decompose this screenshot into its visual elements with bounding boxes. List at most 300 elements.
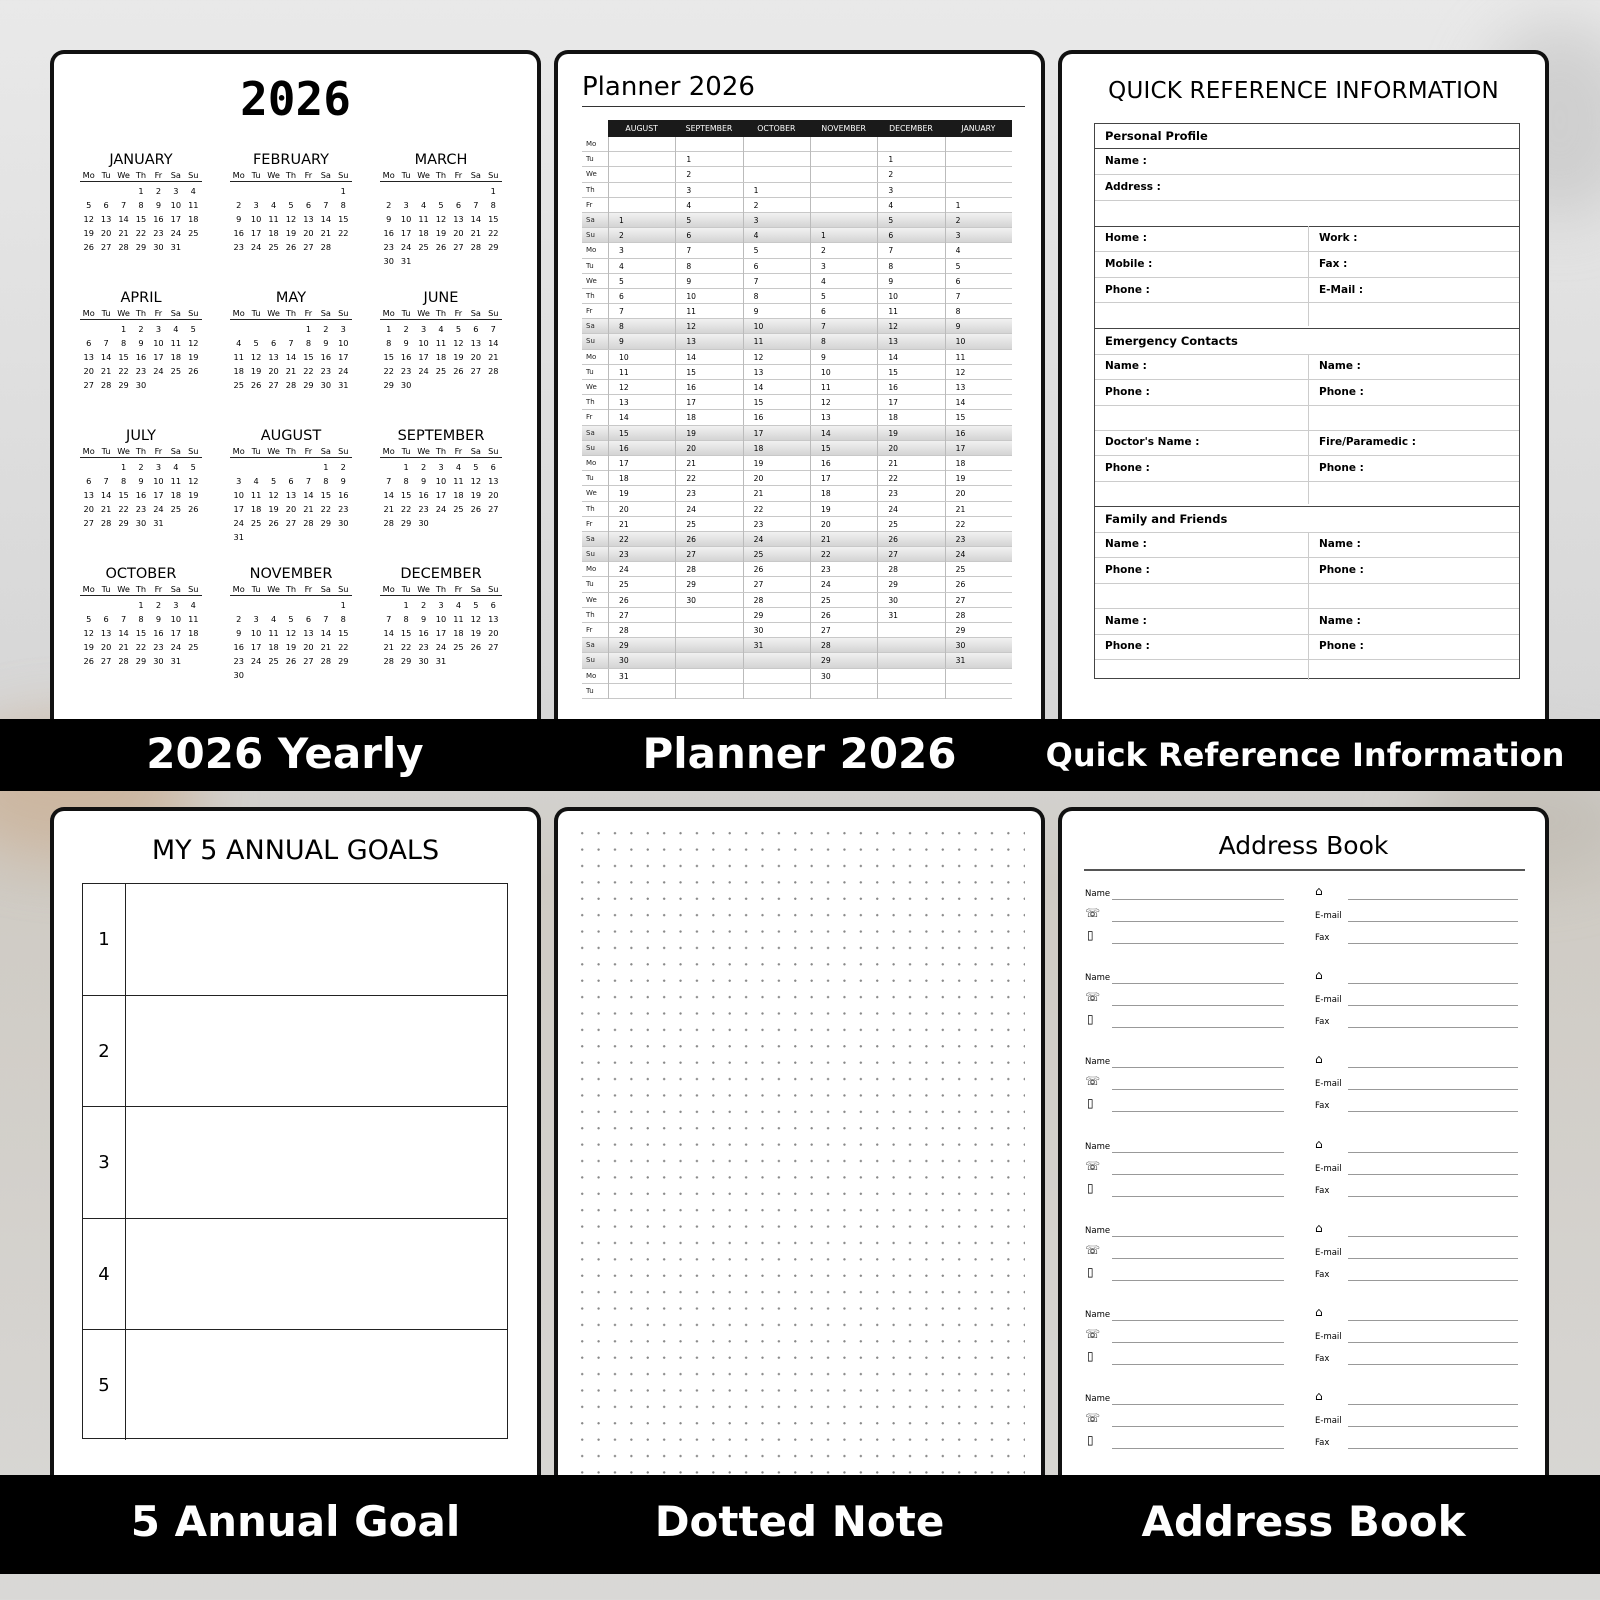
name-label: Name : — [1105, 615, 1147, 627]
fax-label: Fax : — [1319, 258, 1348, 270]
planner-day-label: Mo — [586, 458, 597, 467]
weekday-header — [230, 583, 352, 596]
day-number: 5 — [288, 614, 294, 624]
address-entry — [1082, 1136, 1518, 1220]
planner-row — [582, 441, 1012, 456]
day-number: 1 — [138, 600, 144, 610]
address-book-page — [1058, 807, 1549, 1475]
day-number: 2 — [420, 600, 427, 610]
day-number: 10 — [435, 476, 447, 486]
planner-day-cell — [608, 684, 675, 699]
email-line — [1348, 1258, 1518, 1259]
day-number: 10 — [250, 214, 262, 224]
planner-day-cell — [608, 198, 675, 213]
day-number: 20 — [83, 504, 94, 514]
goal-number: 4 — [83, 1219, 126, 1329]
goal-number: 2 — [83, 996, 126, 1106]
divider — [1095, 430, 1519, 431]
day-number: 22 — [400, 642, 412, 652]
planner-day-cell: 24 — [608, 562, 675, 577]
email-label: E-mail — [1315, 1332, 1342, 1342]
address-line — [1348, 983, 1518, 984]
fax-label: Fax — [1315, 1354, 1330, 1364]
day-number: 30 — [418, 518, 429, 528]
planner-day-cell: 14 — [877, 350, 944, 365]
day-number: 1 — [120, 324, 127, 334]
weekday-label: Th — [135, 584, 147, 594]
day-number: 1 — [403, 600, 409, 610]
planner-day-cell: 17 — [675, 395, 742, 410]
day-number: 2 — [403, 324, 409, 334]
bottom-label-band — [0, 1475, 1600, 1574]
doctor-label: Doctor's Name : — [1105, 436, 1200, 448]
day-cell-empty — [265, 184, 282, 198]
day-number: 10 — [418, 338, 429, 348]
day-number: 25 — [170, 366, 182, 376]
day-number: 22 — [135, 228, 147, 238]
weekday-label: Sa — [320, 170, 331, 180]
address-entry — [1082, 1051, 1518, 1135]
planner-day-cell: 1 — [675, 152, 742, 167]
day-number: 17 — [170, 214, 182, 224]
weekday-header — [230, 445, 352, 458]
weekday-label: Tu — [251, 308, 261, 318]
weekday-label: Th — [435, 446, 447, 456]
planner-day-cell: 8 — [945, 304, 1012, 319]
planner-day-cell: 31 — [608, 669, 675, 684]
day-number: 10 — [153, 476, 164, 486]
planner-day-cell: 26 — [810, 608, 877, 623]
day-number: 3 — [173, 186, 179, 196]
name-label: Name — [1085, 1057, 1111, 1068]
day-number: 18 — [453, 628, 464, 638]
planner-day-cell: 25 — [743, 547, 810, 562]
day-number: 28 — [285, 380, 297, 390]
planner-day-cell — [810, 213, 877, 228]
day-number: 31 — [170, 242, 182, 252]
weekday-label: Mo — [82, 584, 95, 594]
day-number: 9 — [386, 214, 392, 224]
weekday-label: Sa — [470, 170, 481, 180]
day-number: 4 — [190, 186, 196, 196]
divider — [1095, 251, 1519, 252]
divider — [1095, 200, 1519, 201]
day-number: 28 — [383, 518, 394, 528]
day-number: 22 — [320, 504, 332, 514]
day-number: 4 — [438, 324, 444, 334]
planner-row — [582, 410, 1012, 425]
day-number: 9 — [323, 338, 329, 348]
day-number: 19 — [83, 228, 94, 238]
weekday-header — [230, 307, 352, 320]
day-number: 21 — [383, 504, 394, 514]
day-number: 24 — [250, 656, 262, 666]
divider — [1095, 174, 1519, 175]
planner-day-cell: 15 — [945, 410, 1012, 425]
day-number: 13 — [488, 476, 499, 486]
mobile-line — [1112, 1111, 1284, 1112]
day-cell-empty — [380, 460, 397, 474]
planner-row — [582, 350, 1012, 365]
email-label: E-mail — [1315, 1416, 1342, 1427]
divider — [1095, 557, 1519, 558]
phone-line — [1112, 1005, 1284, 1006]
day-number: 16 — [233, 642, 244, 652]
day-number: 5 — [253, 338, 259, 348]
planner-row — [582, 274, 1012, 289]
day-number: 2 — [420, 462, 427, 472]
planner-day-cell: 24 — [877, 502, 944, 517]
planner-day-cell — [675, 684, 742, 699]
planner-day-cell: 20 — [608, 502, 675, 517]
day-number: 26 — [453, 366, 464, 376]
weekday-label: Su — [338, 584, 349, 594]
name-line — [1112, 1152, 1284, 1153]
fax-label: Fax — [1315, 1101, 1330, 1112]
day-grid — [230, 184, 352, 254]
weekday-label: Tu — [251, 170, 261, 180]
planner-day-cell: 16 — [810, 456, 877, 471]
month-calendar — [80, 290, 202, 412]
planner-day-cell — [877, 638, 944, 653]
planner-day-cell: 9 — [810, 350, 877, 365]
month-calendar — [230, 152, 352, 274]
day-number: 26 — [188, 366, 199, 376]
planner-day-cell: 16 — [675, 380, 742, 395]
weekday-label: We — [267, 446, 280, 456]
day-number: 12 — [250, 352, 262, 362]
planner-day-label: Mo — [586, 246, 597, 255]
planner-day-cell: 5 — [608, 274, 675, 289]
address-entry — [1082, 1304, 1518, 1388]
planner-day-cell: 8 — [608, 319, 675, 334]
planner-day-cell: 29 — [608, 638, 675, 653]
name-label: Name : — [1319, 360, 1361, 372]
planner-row — [582, 334, 1012, 349]
weekday-label: Th — [135, 170, 147, 180]
weekday-label: We — [267, 584, 280, 594]
day-number: 24 — [153, 366, 164, 376]
divider — [1095, 302, 1519, 303]
divider — [1095, 405, 1519, 406]
day-number: 29 — [118, 380, 129, 390]
planner-day-cell: 19 — [877, 426, 944, 441]
day-number: 27 — [100, 242, 112, 252]
day-number: 11 — [453, 614, 464, 624]
planner-row — [582, 289, 1012, 304]
day-cell-empty — [265, 322, 282, 336]
planner-day-cell: 27 — [810, 623, 877, 638]
day-number: 21 — [488, 352, 499, 362]
day-number: 5 — [473, 600, 479, 610]
day-number: 27 — [303, 242, 314, 252]
weekday-label: Th — [435, 308, 447, 318]
weekday-label: We — [417, 170, 430, 180]
day-number: 9 — [420, 476, 427, 486]
day-number: 28 — [100, 518, 112, 528]
planner-day-cell: 20 — [675, 441, 742, 456]
day-number: 26 — [285, 242, 297, 252]
planner-day-cell — [810, 684, 877, 699]
planner-day-cell — [810, 198, 877, 213]
planner-day-cell: 10 — [608, 350, 675, 365]
day-number: 5 — [473, 462, 479, 472]
planner-day-cell: 18 — [810, 486, 877, 501]
day-number: 25 — [170, 504, 182, 514]
day-cell-empty — [80, 460, 97, 474]
day-number: 6 — [455, 200, 462, 210]
weekday-label: Th — [435, 584, 447, 594]
planner-day-cell — [608, 152, 675, 167]
day-number: 19 — [470, 628, 482, 638]
email-label: E-mail — [1315, 911, 1342, 921]
day-number: 1 — [323, 462, 329, 472]
day-number: 6 — [305, 200, 312, 210]
day-number: 14 — [118, 628, 129, 638]
planner-day-label: Sa — [586, 428, 595, 437]
day-number: 3 — [253, 614, 259, 624]
day-number: 14 — [100, 490, 112, 500]
day-number: 19 — [285, 228, 297, 238]
planner-day-cell: 7 — [675, 243, 742, 258]
day-number: 3 — [155, 462, 162, 472]
email-label: E-mail — [1315, 995, 1342, 1006]
day-number: 2 — [138, 324, 144, 334]
day-number: 15 — [383, 352, 394, 362]
planner-day-cell: 3 — [675, 183, 742, 198]
day-number: 13 — [470, 338, 482, 348]
planner-row — [582, 380, 1012, 395]
day-number: 24 — [418, 366, 429, 376]
day-number: 1 — [120, 462, 127, 472]
planner-row — [582, 183, 1012, 198]
planner-day-cell: 24 — [743, 532, 810, 547]
planner-day-cell: 16 — [945, 426, 1012, 441]
day-number: 9 — [403, 338, 409, 348]
email-line — [1348, 1426, 1518, 1427]
column-divider — [1308, 226, 1309, 326]
planner-day-cell: 18 — [877, 410, 944, 425]
planner-day-cell — [675, 669, 742, 684]
planner-day-label: We — [586, 170, 597, 179]
telephone-icon: ☏ — [1085, 990, 1101, 1005]
house-icon: ⌂ — [1315, 1220, 1323, 1235]
day-number: 20 — [488, 490, 499, 500]
day-number: 24 — [400, 242, 412, 252]
day-number: 21 — [118, 642, 129, 652]
planner-day-cell: 19 — [945, 471, 1012, 486]
planner-day-cell: 28 — [608, 623, 675, 638]
planner-day-label: Sa — [586, 215, 595, 224]
house-icon: ⌂ — [1315, 1389, 1323, 1404]
day-number: 7 — [288, 338, 294, 348]
label-address-book: Address Book — [1141, 1497, 1466, 1546]
day-number: 9 — [155, 200, 162, 210]
planner-month-name: DECEMBER — [889, 124, 933, 133]
planner-row — [582, 319, 1012, 334]
day-number: 10 — [170, 200, 182, 210]
name-label: Name : — [1105, 360, 1147, 372]
day-cell-empty — [247, 184, 264, 198]
day-cell-empty — [97, 322, 114, 336]
day-number: 1 — [340, 186, 346, 196]
day-number: 7 — [323, 200, 329, 210]
day-number: 29 — [400, 656, 412, 666]
name-line — [1112, 983, 1284, 984]
weekday-label: Mo — [232, 584, 245, 594]
day-number: 31 — [233, 532, 244, 542]
mobile-phone-icon: ▯ — [1087, 1433, 1094, 1448]
goal-number: 1 — [83, 884, 126, 995]
planner-day-cell: 18 — [675, 410, 742, 425]
planner-month-name: NOVEMBER — [821, 124, 866, 133]
day-number: 2 — [155, 186, 162, 196]
planner-day-cell — [810, 183, 877, 198]
planner-row — [582, 228, 1012, 243]
day-number: 25 — [435, 366, 447, 376]
day-number: 16 — [135, 352, 147, 362]
day-number: 4 — [270, 200, 277, 210]
day-number: 8 — [138, 614, 144, 624]
day-number: 12 — [453, 338, 464, 348]
goal-number: 5 — [83, 1330, 126, 1440]
planner-day-cell: 31 — [743, 638, 810, 653]
telephone-icon: ☏ — [1085, 1327, 1101, 1341]
planner-day-label: Th — [586, 610, 595, 619]
house-icon: ⌂ — [1315, 968, 1323, 983]
day-number: 30 — [135, 380, 147, 390]
month-calendar — [380, 290, 502, 412]
planner-day-cell — [877, 669, 944, 684]
divider — [1095, 379, 1519, 380]
name-line — [1112, 1236, 1284, 1237]
day-cell-empty — [317, 184, 334, 198]
day-number: 11 — [170, 476, 182, 486]
day-number: 13 — [303, 628, 314, 638]
day-number: 20 — [488, 628, 499, 638]
day-number: 23 — [320, 366, 332, 376]
planner-day-cell: 15 — [675, 365, 742, 380]
planner-day-cell — [675, 638, 742, 653]
day-number: 18 — [268, 228, 279, 238]
planner-day-label: We — [586, 383, 597, 391]
day-number: 21 — [320, 642, 332, 652]
planner-day-cell: 3 — [945, 228, 1012, 243]
day-number: 13 — [453, 214, 464, 224]
planner-day-cell: 11 — [945, 350, 1012, 365]
name-label: Name — [1085, 1141, 1111, 1152]
day-number: 22 — [338, 228, 349, 238]
planner-day-cell: 30 — [743, 623, 810, 638]
month-name: MARCH — [414, 152, 468, 168]
day-number: 29 — [303, 380, 314, 390]
day-number: 7 — [473, 200, 479, 210]
weekday-label: Mo — [232, 446, 245, 456]
planner-row — [582, 365, 1012, 380]
day-number: 20 — [470, 352, 482, 362]
planner-day-cell: 30 — [810, 669, 877, 684]
weekday-label: Mo — [382, 308, 395, 318]
planner-day-cell — [877, 137, 944, 152]
day-number: 21 — [303, 504, 314, 514]
planner-day-cell: 9 — [675, 274, 742, 289]
day-number: 10 — [153, 338, 164, 348]
weekday-label: Sa — [470, 308, 481, 318]
planner-day-cell: 5 — [675, 213, 742, 228]
weekday-label: Tu — [401, 308, 411, 318]
mobile-phone-icon: ▯ — [1087, 1349, 1094, 1363]
annual-goals-page — [50, 807, 541, 1475]
planner-day-cell: 30 — [608, 653, 675, 668]
planner-day-cell — [877, 653, 944, 668]
divider — [1095, 634, 1519, 635]
planner-month-name: OCTOBER — [757, 124, 796, 133]
month-name: NOVEMBER — [249, 566, 333, 582]
planner-page — [554, 50, 1045, 720]
day-number: 13 — [268, 352, 279, 362]
planner-day-label: Su — [586, 550, 595, 559]
day-cell-empty — [115, 184, 132, 198]
planner-day-cell: 12 — [608, 380, 675, 395]
weekday-label: Sa — [170, 170, 181, 180]
planner-day-cell: 26 — [743, 562, 810, 577]
weekday-label: Sa — [320, 584, 331, 594]
day-number: 6 — [270, 338, 277, 348]
planner-day-cell: 11 — [675, 304, 742, 319]
day-number: 12 — [83, 214, 94, 224]
mobile-label: Mobile : — [1105, 258, 1153, 270]
divider — [1095, 354, 1519, 355]
weekday-label: Fr — [454, 584, 463, 594]
day-number: 24 — [233, 518, 244, 528]
planner-day-cell: 15 — [877, 365, 944, 380]
planner-day-cell: 16 — [608, 441, 675, 456]
planner-day-cell: 28 — [675, 562, 742, 577]
weekday-label: We — [417, 446, 430, 456]
day-number: 30 — [400, 380, 412, 390]
day-number: 4 — [455, 600, 462, 610]
planner-day-cell — [945, 669, 1012, 684]
planner-day-cell: 20 — [877, 441, 944, 456]
day-number: 16 — [338, 490, 349, 500]
day-number: 30 — [153, 656, 164, 666]
address-book-title: Address Book — [1218, 831, 1389, 860]
day-number: 21 — [285, 366, 297, 376]
day-number: 23 — [338, 504, 349, 514]
day-number: 7 — [103, 338, 109, 348]
planner-day-cell — [608, 183, 675, 198]
planner-day-cell: 1 — [810, 228, 877, 243]
mobile-phone-icon: ▯ — [1087, 928, 1094, 942]
label-quick-reference: Quick Reference Information — [1045, 736, 1565, 774]
day-number: 22 — [135, 642, 147, 652]
planner-day-cell — [743, 684, 810, 699]
day-number: 31 — [153, 518, 164, 528]
day-number: 20 — [285, 504, 297, 514]
day-number: 5 — [86, 200, 92, 210]
planner-row — [582, 532, 1012, 547]
planner-day-label: Tu — [586, 686, 594, 695]
weekday-label: Su — [488, 584, 499, 594]
quick-reference-form — [1094, 123, 1520, 679]
day-number: 17 — [418, 352, 429, 362]
divider — [1095, 659, 1519, 660]
planner-day-cell: 5 — [743, 243, 810, 258]
email-label: E-mail — [1315, 1163, 1342, 1174]
weekday-header — [230, 169, 352, 182]
day-number: 28 — [320, 656, 332, 666]
day-cell-empty — [80, 598, 97, 612]
